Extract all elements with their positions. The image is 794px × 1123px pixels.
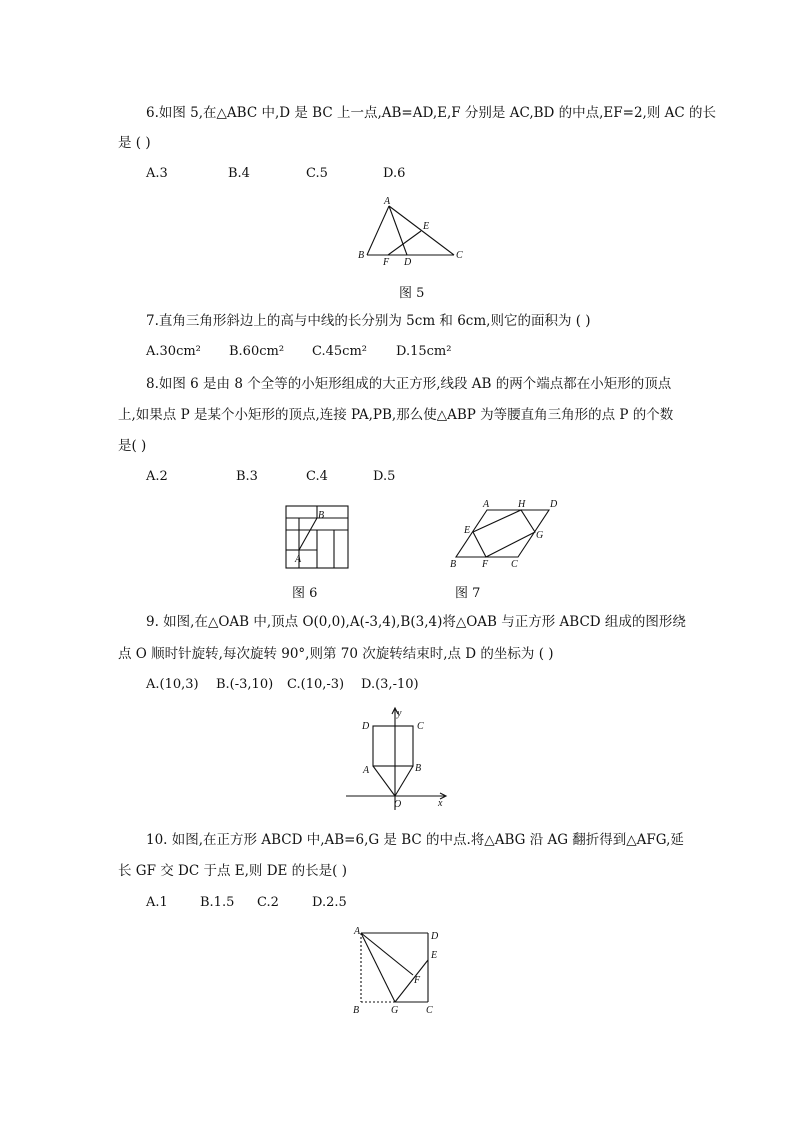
fig10-label-d: D [431,931,439,942]
q6-option-d: D.6 [383,166,406,181]
fig7-label-g: G [536,530,544,541]
fig7-label-h: H [518,499,526,510]
q7-text-line1: 7.直角三角形斜边上的高与中线的长分别为 5cm 和 6cm,则它的面积为 ( ) [146,313,591,329]
fig5-label-c: C [456,250,463,261]
fig10-segment-ge [395,960,428,1002]
fig5-caption: 图 5 [399,286,425,301]
fig7-label-f: F [482,559,489,570]
q6-text-line2: 是 ( ) [118,135,151,151]
q9-option-d: D.(3,-10) [361,677,419,692]
q10-text-line2: 长 GF 交 DC 于点 E,则 DE 的长是( ) [118,863,347,879]
q10-text-line1: 10. 如图,在正方形 ABCD 中,AB=6,G 是 BC 的中点.将△ABG 沿 AG 翻折得到△AFG,延 [146,832,684,848]
q9-text-line2: 点 O 顺时针旋转,每次旋转 90°,则第 70 次旋转结束时,点 D 的坐标为 ( ) [118,646,554,662]
fig6-caption: 图 6 [292,586,318,601]
fig9-label-c: C [417,721,424,732]
fig10-label-f: F [414,975,421,986]
fig7-caption: 图 7 [455,586,481,601]
fig10-segment-ag [361,933,395,1002]
q8-text-line2: 上,如果点 P 是某个小矩形的顶点,连接 PA,PB,那么使△ABP 为等腰直角三角形的点 P 的个数 [118,407,674,423]
q7-option-b: B.60cm² [229,344,285,359]
fig9-label-b: B [415,763,422,774]
fig7-label-d: D [550,499,558,510]
fig7-label-b: B [450,559,457,570]
q8-option-d: D.5 [373,469,396,484]
q6-option-b: B.4 [228,166,250,181]
q10-option-b: B.1.5 [200,895,235,910]
q8-text-line3: 是( ) [118,438,147,454]
q10-option-d: D.2.5 [312,895,347,910]
fig10-label-b: B [353,1005,360,1016]
fig5-label-f: F [383,257,390,268]
q9-option-a: A.(10,3) [146,677,199,692]
fig5-label-a: A [384,196,391,207]
q7-option-c: C.45cm² [312,344,367,359]
q8-option-c: C.4 [306,469,328,484]
fig9-label-y: y [397,708,402,719]
fig5-label-b: B [358,250,365,261]
fig5-label-e: E [423,221,430,232]
q8-text-line1: 8.如图 6 是由 8 个全等的小矩形组成的大正方形,线段 AB 的两个端点都在小矩形的顶点 [146,376,672,392]
fig7-label-e: E [464,525,471,536]
q6-option-c: C.5 [306,166,328,181]
q9-text-line1: 9. 如图,在△OAB 中,顶点 O(0,0),A(-3,4),B(3,4)将△OAB 与正方形 ABCD 组成的图形绕 [146,614,686,630]
q9-option-b: B.(-3,10) [216,677,274,692]
fig9-label-x: x [438,798,443,809]
fig6-label-a: A [295,554,302,565]
q10-option-c: C.2 [257,895,279,910]
fig5-label-d: D [404,257,412,268]
q6-option-a: A.3 [146,166,168,181]
q10-option-a: A.1 [146,895,168,910]
fig7-label-c: C [511,559,518,570]
q6-text-line1: 6.如图 5,在△ABC 中,D 是 BC 上一点,AB=AD,E,F 分别是 AC,BD 的中点,EF=2,则 AC 的长 [146,105,717,121]
fig9-label-o: O [394,799,402,810]
fig10-segment-af [361,933,413,975]
fig9-label-a: A [363,765,370,776]
fig6-label-b: B [318,510,325,521]
fig10-label-g: G [391,1005,399,1016]
q7-option-a: A.30cm² [146,344,201,359]
fig10-label-c: C [426,1005,433,1016]
fig10-label-a: A [354,926,361,937]
q8-option-a: A.2 [146,469,168,484]
q9-option-c: C.(10,-3) [287,677,345,692]
q7-option-d: D.15cm² [396,344,452,359]
q8-option-b: B.3 [236,469,258,484]
fig10-label-e: E [431,950,438,961]
fig9-label-d: D [362,721,370,732]
fig7-label-a: A [483,499,490,510]
